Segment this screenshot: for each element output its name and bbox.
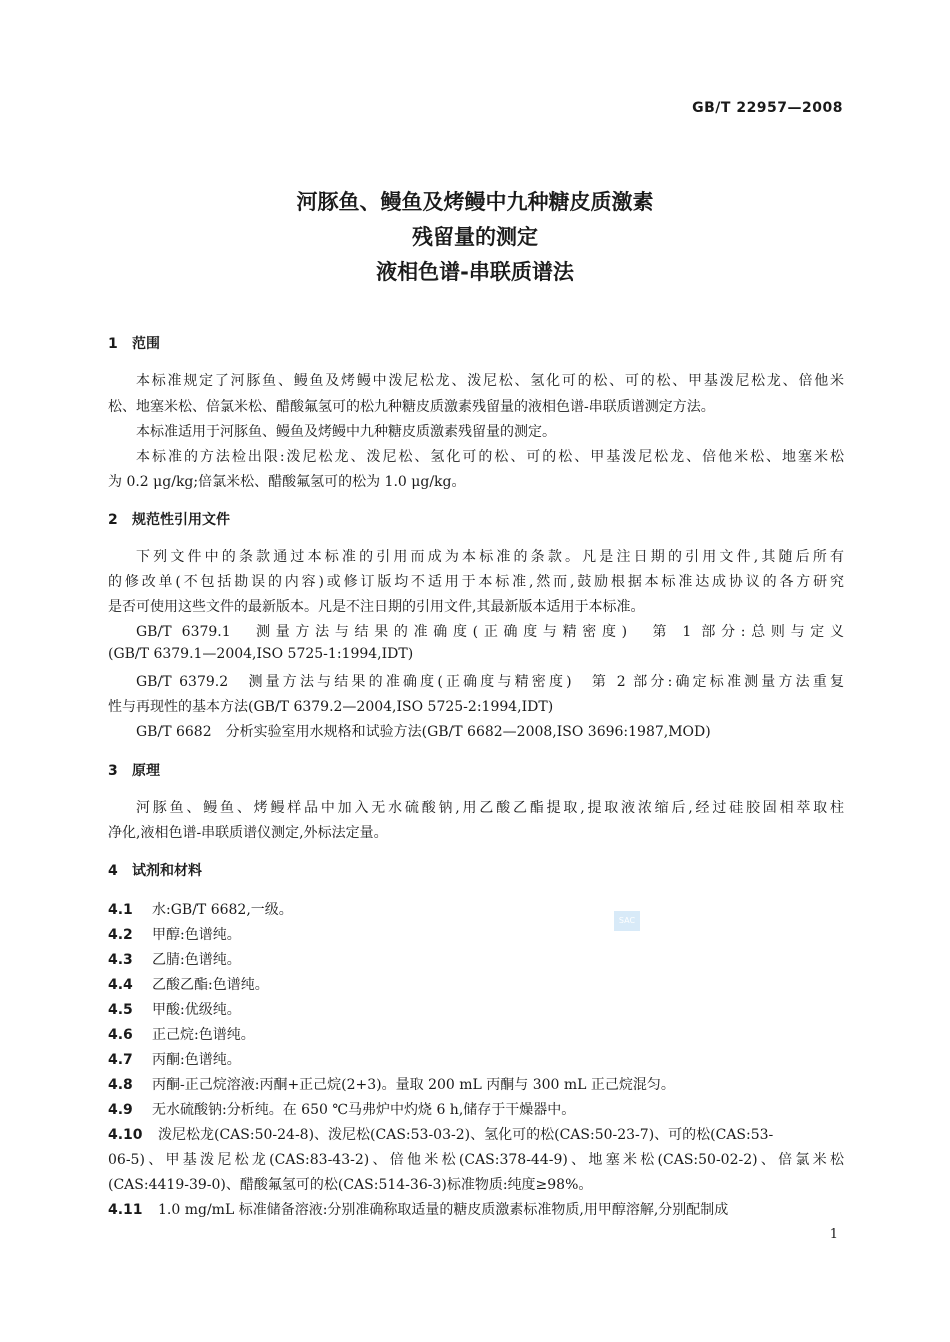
reagent-number: 4.8 [108, 1077, 133, 1093]
section-heading-reagents [108, 860, 202, 880]
page-number: 1 [829, 1227, 838, 1242]
reagent-text: 正己烷:色谱纯。 [152, 1027, 255, 1043]
paragraph-line: 本标准规定了河豚鱼、鳗鱼及烤鳗中泼尼松龙、泼尼松、氢化可的松、可的松、甲基泼尼松龙、倍他米 [136, 373, 844, 389]
paragraph-line: 是否可使用这些文件的最新版本。凡是不注日期的引用文件,其最新版本适用于本标准。 [108, 599, 645, 615]
reagent-item [108, 899, 844, 919]
document-title-line-3: 液相色谱-串联质谱法 [376, 260, 574, 284]
reagent-item [108, 924, 844, 944]
reagent-text-cont: (CAS:4419-39-0)、醋酸氟氢可的松(CAS:514-36-3)标准物质:纯度≥98%。 [108, 1177, 593, 1193]
reference-entry: GB/T 6379.1 测量方法与结果的准确度(正确度与精密度) 第 1 部分:总则与定义 [136, 624, 844, 640]
section-heading-normative-references [108, 509, 230, 529]
section-heading-scope [108, 333, 160, 353]
reagent-number: 4.1 [108, 902, 133, 918]
reagent-item [108, 1024, 844, 1044]
reagent-item [108, 1124, 844, 1144]
paragraph-line: 下列文件中的条款通过本标准的引用而成为本标准的条款。凡是注日期的引用文件,其随后所有 [136, 549, 844, 565]
reference-entry: GB/T 6379.2 测量方法与结果的准确度(正确度与精密度) 第 2 部分:确定标准测量方法重复 [136, 674, 844, 690]
reagent-text: 丙酮-正己烷溶液:丙酮+正己烷(2+3)。量取 200 mL 丙酮与 300 mL 正己烷混匀。 [152, 1077, 675, 1093]
reagent-number: 4.7 [108, 1052, 133, 1068]
watermark-logo: SAC [614, 911, 640, 931]
reagent-item [108, 1074, 844, 1094]
section-title: 试剂和材料 [132, 863, 202, 879]
reagent-item [108, 1199, 844, 1219]
section-number: 3 [108, 763, 118, 779]
reagent-text: 甲醇:色谱纯。 [152, 927, 241, 943]
reagent-number: 4.6 [108, 1027, 133, 1043]
section-heading-principle [108, 760, 160, 780]
reagent-number: 4.9 [108, 1102, 133, 1118]
paragraph-line: 净化,液相色谱-串联质谱仪测定,外标法定量。 [108, 825, 388, 841]
standard-number: GB/T 22957—2008 [692, 100, 843, 116]
reagent-text: 乙酸乙酯:色谱纯。 [152, 977, 269, 993]
section-number: 1 [108, 336, 118, 352]
reagent-number: 4.5 [108, 1002, 133, 1018]
reagent-number: 4.4 [108, 977, 133, 993]
reagent-item [108, 999, 844, 1019]
reagent-text: 甲酸:优级纯。 [152, 1002, 241, 1018]
reagent-text-cont: 06-5)、甲基泼尼松龙(CAS:83-43-2)、倍他米松(CAS:378-44-9)、地塞米松(CAS:50-02-2)、倍氯米松 [108, 1152, 844, 1168]
section-title: 规范性引用文件 [132, 512, 230, 528]
section-number: 2 [108, 512, 118, 528]
paragraph-line: 河豚鱼、鳗鱼、烤鳗样品中加入无水硫酸钠,用乙酸乙酯提取,提取液浓缩后,经过硅胶固相萃取柱 [136, 800, 844, 816]
reference-entry-cont: (GB/T 6379.1—2004,ISO 5725-1:1994,IDT) [108, 646, 414, 662]
paragraph-line: 本标准的方法检出限:泼尼松龙、泼尼松、氢化可的松、可的松、甲基泼尼松龙、倍他米松、地塞米松 [136, 449, 844, 465]
reagent-item [108, 1049, 844, 1069]
reagent-text: 乙腈:色谱纯。 [152, 952, 241, 968]
reagent-text: 无水硫酸钠:分析纯。在 650 ℃马弗炉中灼烧 6 h,储存于干燥器中。 [152, 1102, 576, 1118]
reagent-number: 4.3 [108, 952, 133, 968]
section-title: 原理 [132, 763, 160, 779]
reagent-number: 4.2 [108, 927, 133, 943]
reagent-number: 4.10 [108, 1127, 143, 1143]
reagent-text: 水:GB/T 6682,一级。 [152, 902, 293, 918]
reagent-item [108, 949, 844, 969]
paragraph-line: 本标准适用于河豚鱼、鳗鱼及烤鳗中九种糖皮质激素残留量的测定。 [136, 424, 556, 440]
reagent-text: 泼尼松龙(CAS:50-24-8)、泼尼松(CAS:53-03-2)、氢化可的松(CAS:50-23-7)、可的松(CAS:53- [158, 1127, 774, 1143]
paragraph-line: 松、地塞米松、倍氯米松、醋酸氟氢可的松九种糖皮质激素残留量的液相色谱-串联质谱测定方法。 [108, 399, 715, 415]
reagent-item [108, 1099, 844, 1119]
document-title-line-2: 残留量的测定 [412, 225, 538, 249]
paragraph-line: 为 0.2 μg/kg;倍氯米松、醋酸氟氢可的松为 1.0 μg/kg。 [108, 474, 466, 490]
paragraph-line: 的修改单(不包括勘误的内容)或修订版均不适用于本标准,然而,鼓励根据本标准达成协议的各方研究 [108, 574, 844, 590]
section-title: 范围 [132, 336, 160, 352]
reagent-item [108, 974, 844, 994]
reagent-text: 1.0 mg/mL 标准储备溶液:分别准确称取适量的糖皮质激素标准物质,用甲醇溶解,分别配制成 [158, 1202, 729, 1218]
document-title-line-1: 河豚鱼、鳗鱼及烤鳗中九种糖皮质激素 [296, 190, 654, 214]
reference-entry: GB/T 6682 分析实验室用水规格和试验方法(GB/T 6682—2008,ISO 3696:1987,MOD) [136, 724, 711, 740]
reagent-text: 丙酮:色谱纯。 [152, 1052, 241, 1068]
reference-entry-cont: 性与再现性的基本方法(GB/T 6379.2—2004,ISO 5725-2:1994,IDT) [108, 699, 554, 715]
reagent-number: 4.11 [108, 1202, 143, 1218]
section-number: 4 [108, 863, 118, 879]
